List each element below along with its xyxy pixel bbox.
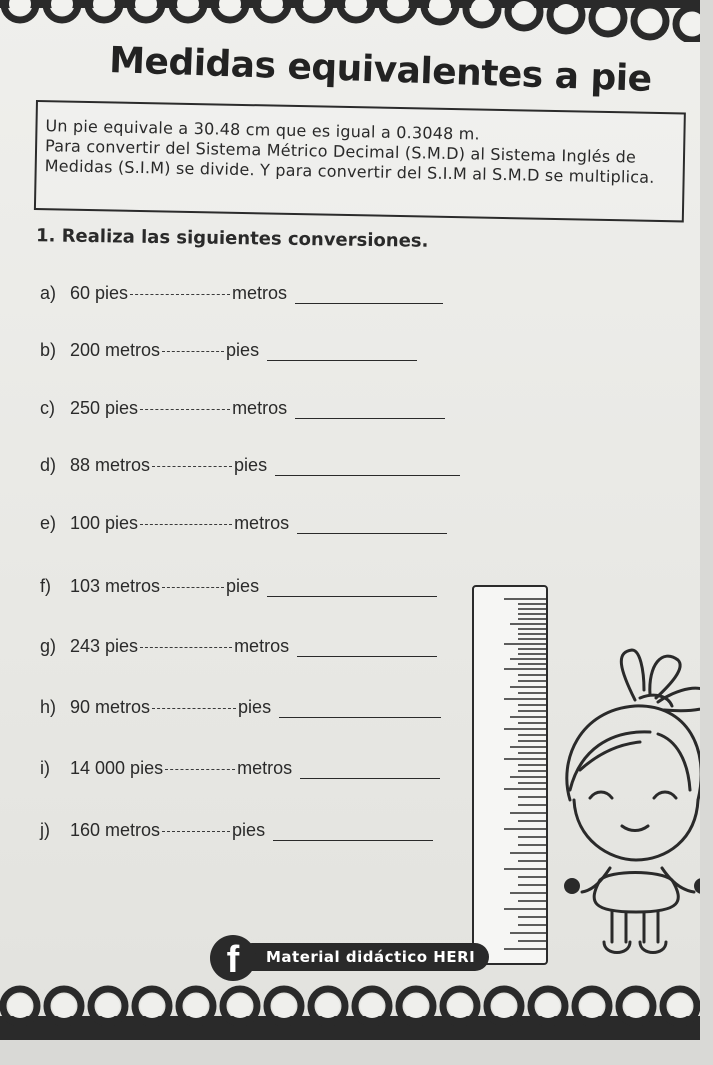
exercise-row	[40, 513, 447, 534]
exercise-letter: b)	[40, 340, 57, 360]
worksheet-title: Medidas equivalentes a pie	[108, 40, 653, 100]
exercise-quantity: 103 metros	[70, 576, 161, 596]
exercise-target-unit: pies	[226, 576, 260, 596]
footer-brand-banner	[210, 935, 476, 981]
ruler-illustration	[472, 585, 548, 965]
exercise-target-unit: pies	[232, 820, 266, 840]
answer-blank[interactable]	[295, 418, 445, 419]
answer-blank[interactable]	[267, 360, 417, 361]
exercise-list	[40, 0, 500, 1000]
question-heading: 1. Realiza las siguientes conversiones.	[35, 225, 429, 252]
exercise-target-unit: metros	[232, 283, 288, 303]
exercise-letter: h)	[40, 697, 57, 717]
exercise-letter: e)	[40, 513, 57, 533]
exercise-letter: a)	[40, 283, 57, 303]
exercise-target-unit: pies	[238, 697, 272, 717]
girl-illustration	[540, 640, 700, 980]
answer-blank[interactable]	[273, 840, 433, 841]
exercise-row	[40, 636, 437, 657]
exercise-letter: j)	[40, 820, 50, 840]
answer-blank[interactable]	[295, 303, 443, 304]
exercise-quantity: 14 000 pies	[70, 758, 164, 778]
exercise-row	[40, 576, 437, 597]
answer-blank[interactable]	[275, 475, 460, 476]
answer-blank[interactable]	[279, 717, 441, 718]
answer-blank[interactable]	[297, 656, 437, 657]
exercise-quantity: 160 metros	[70, 820, 161, 840]
answer-blank[interactable]	[267, 596, 437, 597]
answer-blank[interactable]	[300, 778, 440, 779]
exercise-row	[40, 283, 443, 304]
exercise-row	[40, 455, 460, 476]
info-text-definition: Un pie equivale a 30.48 cm que es igual a 0.3048 m.	[45, 116, 480, 144]
exercise-letter: g)	[40, 636, 57, 656]
exercise-target-unit: pies	[234, 455, 268, 475]
exercise-quantity: 88 metros	[70, 455, 151, 475]
info-text-conversion-rule: Para convertir del Sistema Métrico Decimal (S.M.D) al Sistema Inglés de Medidas (S.I.M) se divide. Y para convertir del S.I.M al S.M.D se multiplica.	[44, 136, 655, 187]
facebook-icon[interactable]: f	[210, 935, 256, 981]
exercise-target-unit: metros	[234, 513, 290, 533]
exercise-row	[40, 398, 445, 419]
decorative-border-bottom	[0, 972, 700, 1040]
ruler-ticks	[474, 587, 546, 963]
exercise-quantity: 90 metros	[70, 697, 151, 717]
footer-brand-label: Material didáctico HERI	[238, 943, 489, 971]
exercise-letter: c)	[40, 398, 55, 418]
exercise-target-unit: pies	[226, 340, 260, 360]
exercise-row	[40, 697, 441, 718]
exercise-row	[40, 340, 417, 361]
exercise-letter: i)	[40, 758, 50, 778]
exercise-row	[40, 758, 440, 779]
exercise-target-unit: metros	[237, 758, 293, 778]
exercise-letter: f)	[40, 576, 51, 596]
exercise-quantity: 243 pies	[70, 636, 139, 656]
exercise-quantity: 200 metros	[70, 340, 161, 360]
exercise-quantity: 60 pies	[70, 283, 129, 303]
answer-blank[interactable]	[297, 533, 447, 534]
exercise-target-unit: metros	[234, 636, 290, 656]
exercise-letter: d)	[40, 455, 57, 475]
exercise-target-unit: metros	[232, 398, 288, 418]
exercise-row	[40, 820, 433, 841]
exercise-quantity: 250 pies	[70, 398, 139, 418]
exercise-quantity: 100 pies	[70, 513, 139, 533]
